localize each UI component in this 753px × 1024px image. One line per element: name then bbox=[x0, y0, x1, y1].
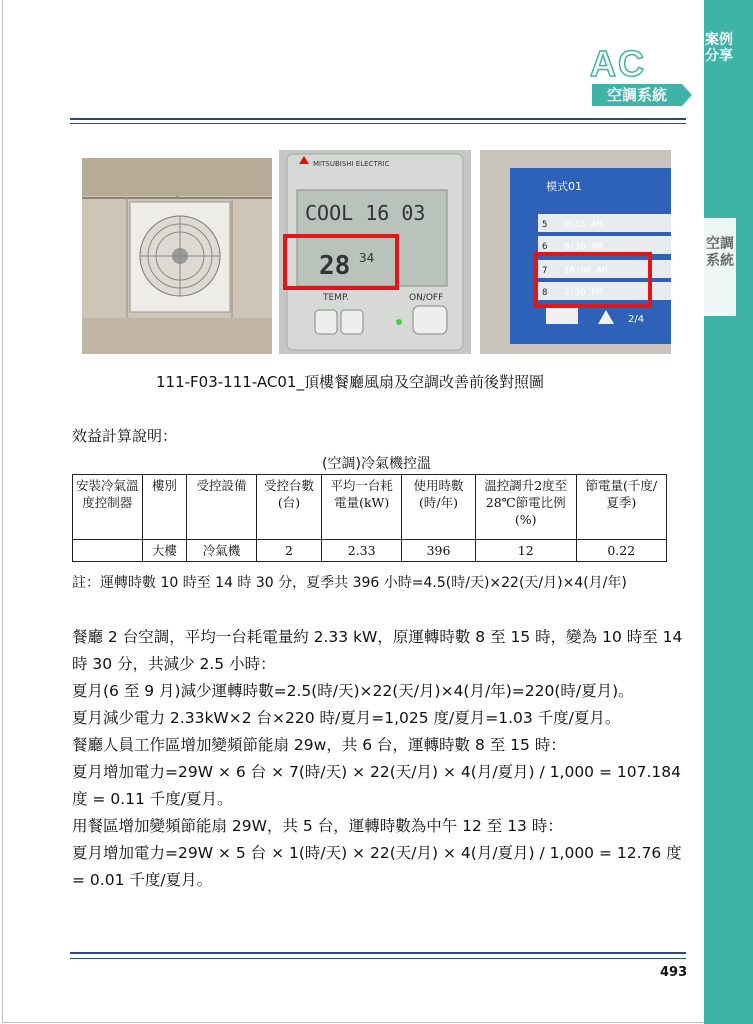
body-paragraph: 餐廳人員工作區增加變頻節能扇 29w，共 6 台，運轉時數 8 至 15 時： bbox=[72, 736, 566, 754]
side-tab-subcategory: 空調系統 bbox=[706, 236, 734, 269]
table-cell: 大樓 bbox=[142, 540, 187, 562]
table-header: 平均一台耗電量(kW) bbox=[322, 475, 402, 540]
side-tab-category: 案例分享 bbox=[705, 32, 733, 64]
table-header: 節電量(千度/夏季) bbox=[576, 475, 666, 540]
ceiling-fan-photo bbox=[82, 158, 272, 354]
timer-back-button bbox=[546, 308, 578, 324]
timer-row-num: 6 bbox=[542, 242, 548, 252]
controller-onoff-label: ON/OFF bbox=[409, 293, 444, 303]
temp-up-button bbox=[341, 310, 363, 334]
side-tab bbox=[704, 0, 753, 1024]
section-label: 空調系統 bbox=[592, 84, 682, 106]
timer-title: 模式01 bbox=[546, 180, 582, 193]
table-header: 溫控調升2度至28℃節電比例(%) bbox=[475, 475, 576, 540]
timer-screen-photo bbox=[480, 150, 671, 354]
table-header: 受控設備 bbox=[187, 475, 257, 540]
controller-side: 34 bbox=[359, 251, 375, 265]
timer-row-time: 9:30 AM bbox=[564, 242, 602, 252]
page-number: 493 bbox=[660, 965, 688, 980]
timer-row-time: 10:00 AM bbox=[564, 266, 608, 276]
table-title: (空調)冷氣機控溫 bbox=[322, 456, 431, 472]
table-note: 註：運轉時數 10 時至 14 時 30 分，夏季共 396 小時=4.5(時/天)×22(天/月)×4(月/年) bbox=[72, 575, 627, 591]
body-paragraph: 夏月增加電力=29W × 6 台 × 7(時/天) × 22(天/月) × 4(月/夏月) / 1,000 = 107.184 度 = 0.11 千度/夏月。 bbox=[72, 763, 681, 808]
table-header: 樓別 bbox=[142, 475, 187, 540]
timer-row-num: 5 bbox=[542, 220, 548, 230]
figure-caption: 111-F03-111-AC01_頂樓餐廳風扇及空調改善前後對照圖 bbox=[156, 373, 544, 391]
footer-rule bbox=[70, 952, 686, 959]
timer-page: 2/4 bbox=[628, 314, 645, 325]
temp-down-button bbox=[315, 310, 337, 334]
thermostat-photo bbox=[279, 150, 471, 354]
timer-row-time: 2:30 PM bbox=[564, 288, 602, 298]
body-paragraph: 餐廳 2 台空調，平均一台耗電量約 2.33 kW，原運轉時數 8 至 15 時，變為 10 時至 14 時 30 分，共減少 2.5 小時： bbox=[72, 628, 683, 673]
body-paragraph: 夏月增加電力=29W × 5 台 × 1(時/天) × 22(天/月) × 4(月/夏月) / 1,000 = 12.76 度= 0.01 千度/夏月。 bbox=[72, 844, 682, 889]
body-paragraph: 用餐區增加變頻節能扇 29W，共 5 台，運轉時數為中午 12 至 13 時： bbox=[72, 817, 563, 835]
table-cell: 2.33 bbox=[322, 540, 402, 562]
controller-temp: 28 bbox=[319, 251, 351, 281]
table-header-row bbox=[73, 475, 667, 540]
table-cell: 12 bbox=[475, 540, 576, 562]
table-cell: 0.22 bbox=[576, 540, 666, 562]
section-title: 效益計算說明： bbox=[72, 427, 178, 445]
onoff-button bbox=[413, 306, 447, 334]
calculation-body bbox=[72, 624, 692, 894]
table-header: 受控台數(台) bbox=[256, 475, 321, 540]
table-header: 使用時數(時/年) bbox=[402, 475, 476, 540]
body-paragraph: 夏月(6 至 9 月)減少運轉時數=2.5(時/天)×22(天/月)×4(月/年)=220(時/夏月)。 bbox=[72, 682, 634, 700]
body-paragraph: 夏月減少電力 2.33kW×2 台×220 時/夏月=1,025 度/夏月=1.03 千度/夏月。 bbox=[72, 709, 621, 727]
timer-row-num: 7 bbox=[542, 266, 548, 276]
controller-brand: MITSUBISHI ELECTRIC bbox=[313, 160, 390, 168]
controller-lcd-top: COOL 16 03 bbox=[305, 201, 426, 225]
table-row bbox=[73, 540, 667, 562]
table-cell: 396 bbox=[402, 540, 476, 562]
top-rule bbox=[70, 118, 686, 124]
table-cell: 2 bbox=[256, 540, 321, 562]
savings-table bbox=[72, 474, 667, 562]
controller-temp-label: TEMP. bbox=[323, 293, 349, 303]
timer-row-time: 9:15 AM bbox=[564, 220, 602, 230]
table-header: 安裝冷氣溫度控制器 bbox=[73, 475, 143, 540]
timer-row-num: 8 bbox=[542, 288, 548, 298]
table-cell: 冷氣機 bbox=[187, 540, 257, 562]
table-cell bbox=[73, 540, 143, 562]
ac-logo: AC bbox=[590, 43, 646, 84]
